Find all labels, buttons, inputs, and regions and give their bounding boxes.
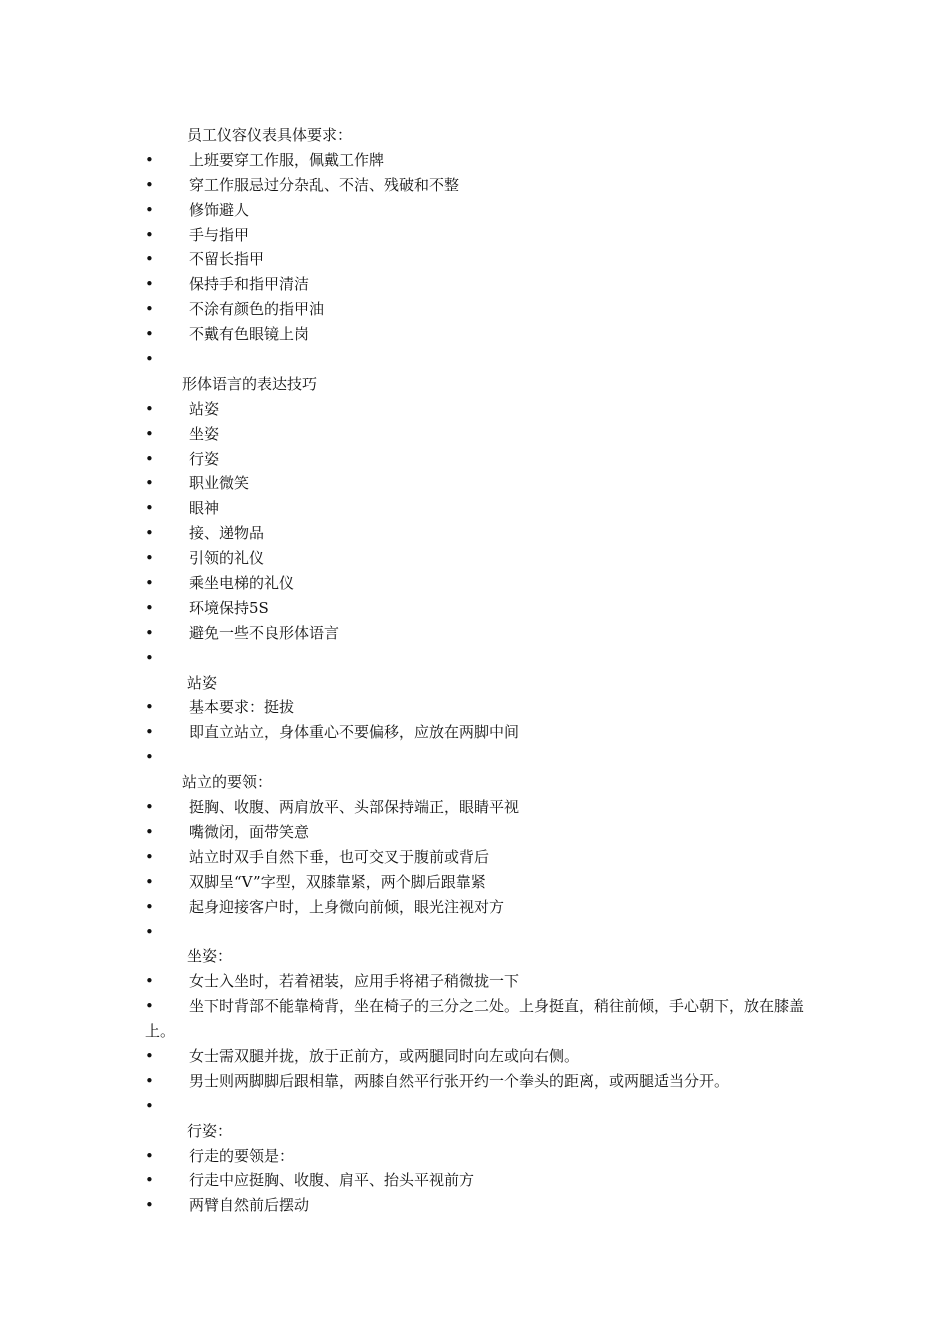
list-item [145, 471, 825, 496]
bullet-marker: • [145, 474, 154, 493]
list-item [145, 820, 825, 845]
list-item-text: 女士入坐时，若着裙装，应用手将裙子稍微拢一下 [189, 972, 520, 991]
list-item-text: 即直立站立，身体重心不要偏移，应放在两脚中间 [189, 723, 520, 742]
document-body [145, 123, 825, 1218]
list-item-text: 男士则两脚脚后跟相靠，两膝自然平行张开约一个拳头的距离，或两腿适当分开。 [189, 1071, 730, 1090]
section-heading [145, 671, 825, 696]
bullet-marker: • [145, 399, 154, 418]
list-item-text: 起身迎接客户时，上身微向前倾，眼光注视对方 [189, 897, 505, 916]
bullet-marker: • [145, 897, 154, 916]
list-item-text: 行姿 [189, 449, 220, 468]
list-item-text: 接、递物品 [189, 524, 265, 543]
list-item [145, 322, 825, 347]
list-item [145, 920, 825, 945]
bullet-marker: • [145, 175, 154, 194]
section-heading [145, 123, 825, 148]
list-item-text: 避免一些不良形体语言 [189, 623, 340, 642]
list-item-text: 不留长指甲 [189, 250, 265, 269]
section-heading-text: 员工仪容仪表具体要求： [187, 126, 353, 144]
bullet-marker: • [145, 698, 154, 717]
bullet-marker: • [145, 1071, 154, 1090]
bullet-marker: • [145, 1171, 154, 1190]
list-item [145, 1193, 825, 1218]
list-item-text: 挺胸、收腹、两肩放平、头部保持端正，眼睛平视 [189, 798, 520, 817]
section-heading-text: 形体语言的表达技巧 [182, 374, 318, 393]
bullet-marker: • [145, 1046, 154, 1065]
bullet-marker: • [145, 798, 154, 817]
list-item [145, 347, 825, 372]
list-item-text: 上班要穿工作服，佩戴工作牌 [189, 150, 385, 169]
list-item [145, 422, 825, 447]
list-item [145, 1094, 825, 1119]
bullet-marker: • [145, 598, 154, 617]
bullet-marker: • [145, 748, 154, 767]
list-item-text: 穿工作服忌过分杂乱、不洁、残破和不整 [189, 175, 460, 194]
list-item [145, 247, 825, 272]
list-item [145, 571, 825, 596]
list-item-text: 眼神 [189, 499, 220, 518]
bullet-marker: • [145, 524, 154, 543]
list-item [145, 695, 825, 720]
bullet-marker: • [145, 574, 154, 593]
list-item [145, 895, 825, 920]
bullet-marker: • [145, 325, 154, 344]
list-item-text: 两臂自然前后摆动 [189, 1196, 310, 1215]
section-heading-text: 坐姿： [187, 947, 233, 966]
list-item-text: 女士需双腿并拢，放于正前方，或两腿同时向左或向右侧。 [189, 1046, 580, 1065]
bullet-marker: • [145, 549, 154, 568]
bullet-marker: • [145, 1146, 154, 1165]
list-item-text: 手与指甲 [189, 225, 250, 244]
list-item [145, 447, 825, 472]
list-item [145, 745, 825, 770]
list-item-text: 坐下时背部不能靠椅背，坐在椅子的三分之二处。上身挺直，稍往前倾，手心朝下，放在膝盖上。 [145, 997, 805, 1041]
bullet-marker: • [145, 623, 154, 642]
list-item [145, 521, 825, 546]
list-item [145, 297, 825, 322]
bullet-marker: • [145, 499, 154, 518]
section-heading [145, 1119, 825, 1144]
section-heading [145, 770, 825, 795]
list-item [145, 1044, 825, 1069]
bullet-marker: • [145, 200, 154, 219]
list-item-text: 修饰避人 [189, 200, 250, 219]
list-item-text: 引领的礼仪 [189, 549, 265, 568]
bullet-marker: • [145, 350, 154, 369]
list-item [145, 198, 825, 223]
section-heading [145, 944, 825, 969]
section-heading-text: 站立的要领： [182, 773, 273, 792]
bullet-marker: • [145, 872, 154, 891]
list-item [145, 1069, 825, 1094]
list-item-text: 不涂有颜色的指甲油 [189, 300, 325, 319]
bullet-marker: • [145, 424, 154, 443]
list-item-text: 职业微笑 [189, 474, 250, 493]
bullet-marker: • [145, 997, 154, 1016]
bullet-marker: • [145, 225, 154, 244]
list-item [145, 870, 825, 895]
bullet-marker: • [145, 275, 154, 294]
section-heading-text: 站姿 [187, 673, 218, 692]
section-heading [145, 372, 825, 397]
bullet-marker: • [145, 822, 154, 841]
bullet-marker: • [145, 250, 154, 269]
list-item-text: 基本要求：挺拔 [189, 698, 295, 717]
list-item-text: 站立时双手自然下垂，也可交叉于腹前或背后 [189, 847, 490, 866]
list-item [145, 272, 825, 297]
list-item [145, 596, 825, 621]
list-item [145, 496, 825, 521]
list-item-text: 保持手和指甲清洁 [189, 275, 310, 294]
list-item-text: 乘坐电梯的礼仪 [189, 574, 295, 593]
list-item [145, 621, 825, 646]
list-item [145, 969, 825, 994]
list-item-text: 行走的要领是： [189, 1146, 295, 1165]
list-item [145, 546, 825, 571]
list-item [145, 795, 825, 820]
bullet-marker: • [145, 300, 154, 319]
list-item [145, 720, 825, 745]
bullet-marker: • [145, 922, 154, 941]
bullet-marker: • [145, 1196, 154, 1215]
list-item [145, 173, 825, 198]
list-item-text: 嘴微闭，面带笑意 [189, 822, 310, 841]
list-item [145, 148, 825, 173]
section-heading-text: 行姿： [187, 1121, 233, 1140]
bullet-marker: • [145, 1096, 154, 1115]
bullet-marker: • [145, 449, 154, 468]
list-item [145, 845, 825, 870]
list-item [145, 646, 825, 671]
list-item [145, 994, 825, 1044]
list-item-text: 双脚呈“V”字型，双膝靠紧，两个脚后跟靠紧 [189, 872, 486, 891]
list-item-text: 行走中应挺胸、收腹、肩平、抬头平视前方 [189, 1171, 475, 1190]
list-item [145, 1168, 825, 1193]
bullet-marker: • [145, 648, 154, 667]
list-item-text: 坐姿 [189, 424, 220, 443]
bullet-marker: • [145, 847, 154, 866]
list-item [145, 397, 825, 422]
bullet-marker: • [145, 723, 154, 742]
list-item-text: 不戴有色眼镜上岗 [189, 325, 310, 344]
bullet-marker: • [145, 972, 154, 991]
list-item-text: 站姿 [189, 399, 220, 418]
bullet-marker: • [145, 150, 154, 169]
list-item [145, 1144, 825, 1169]
list-item-text: 环境保持5S [189, 598, 269, 617]
list-item [145, 223, 825, 248]
